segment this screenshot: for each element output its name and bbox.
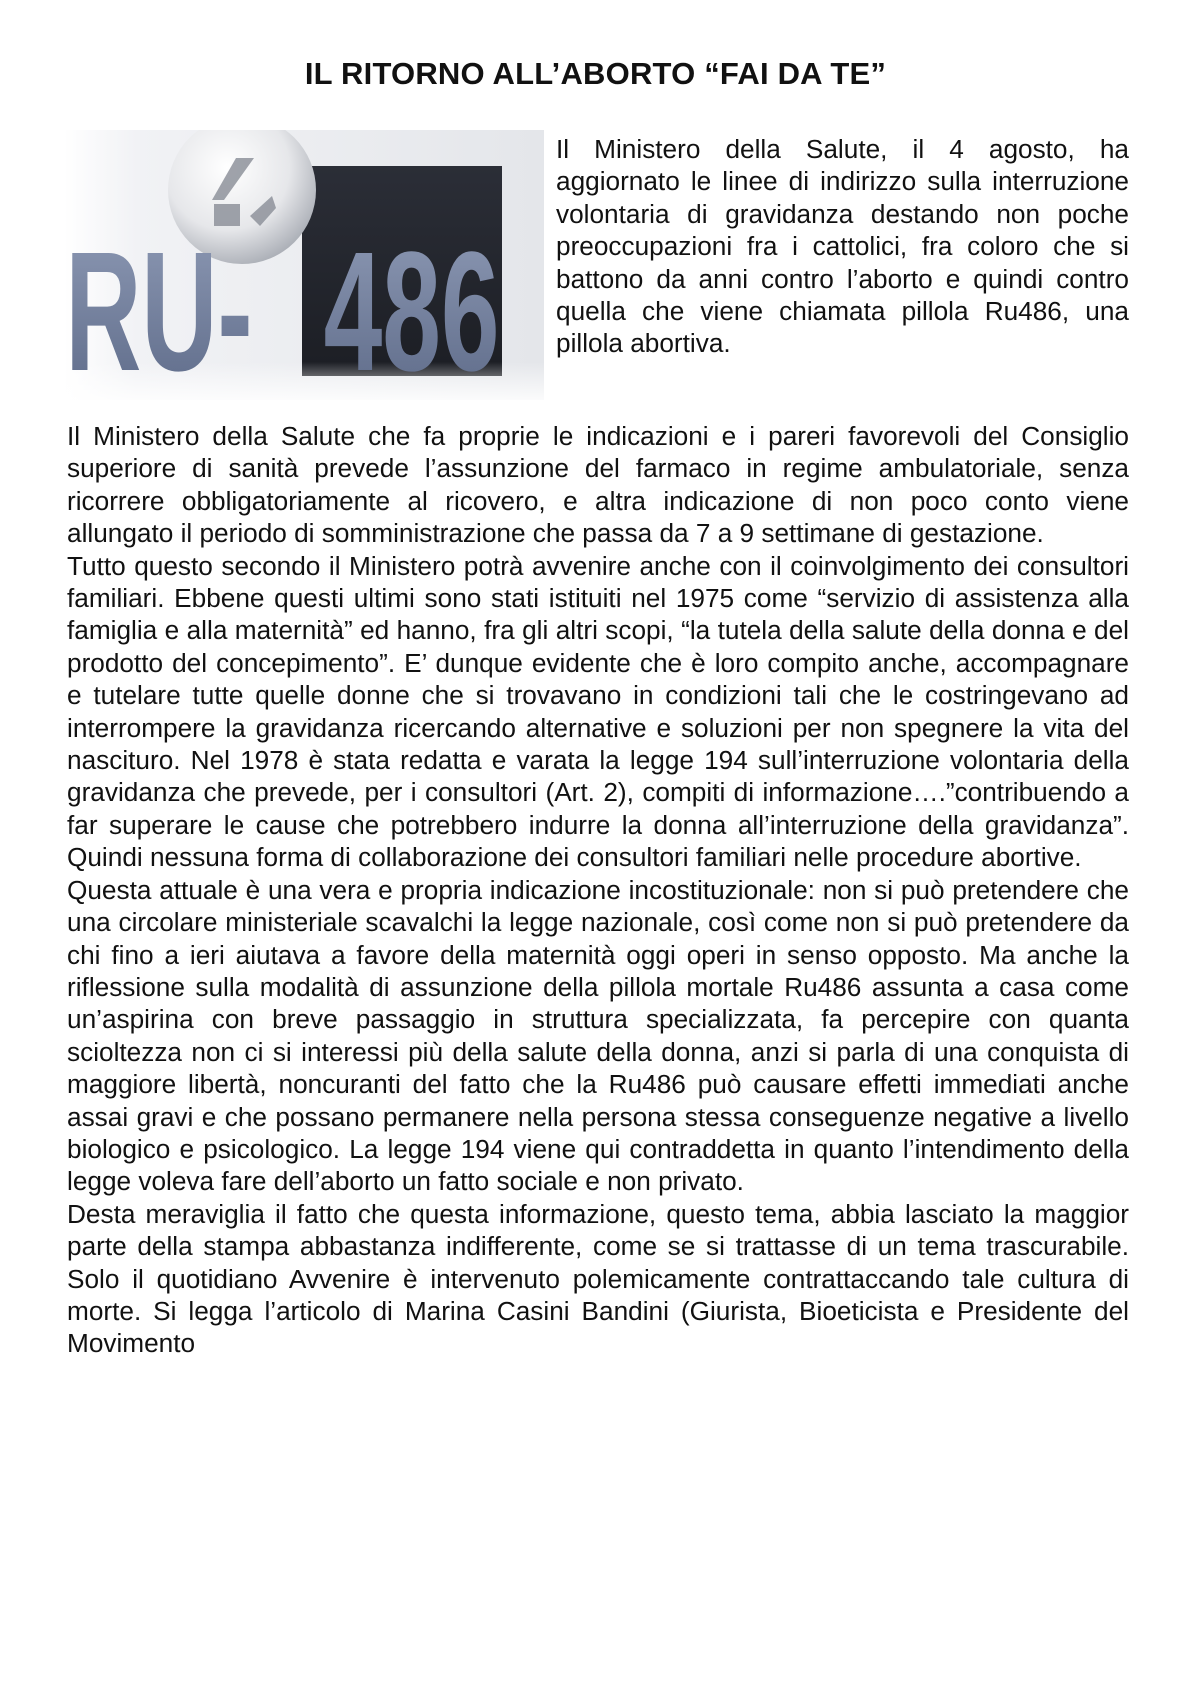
body-paragraph-3: Questa attuale è una vera e propria indicazione incostituzionale: non si può pretendere che una circolare ministeriale scavalchi la legge nazionale, così come non si può pretendere da chi fino a ieri aiutava a favore della maternità oggi operi in senso opposto. Ma anche la riflessione sulla modalità di assunzione della pillola mortale Ru486 assunta a casa come un’aspirina con breve passaggio in struttura specializzata, fa percepire con quanta scioltezza non ci si interessi più della salute della donna, anzi si parla di una conquista di maggiore libertà, noncuranti del fatto che la Ru486 può causare effetti immediati anche assai gravi e che possano permanere nella persona stessa conseguenze negative a livello biologico e psicologico. La legge 194 viene qui contraddetta in quanto l’intendimento della legge voleva fare dell’aborto un fatto sociale e non privato. bbox=[67, 874, 1129, 1197]
article-title: IL RITORNO ALL’ABORTO “FAI DA TE” bbox=[304, 56, 887, 91]
body-paragraph-1: Il Ministero della Salute che fa proprie le indicazioni e i pareri favorevoli del Consiglio superiore di sanità prevede l’assunzione del farmaco in regime ambulatoriale, senza ricorrere obbligatoriamente al ricovero, e altra indicazione di non poco conto viene allungato il periodo di somministrazione che passa da 7 a 9 settimane di gestazione. bbox=[67, 421, 1129, 549]
body-paragraph-4: Desta meraviglia il fatto che questa informazione, questo tema, abbia lasciato la maggior parte della stampa abbastanza indifferente, come se si trattasse di un tema trascurabile. Solo il quotidiano Avvenire è intervenuto polemicamente contrattaccando tale cultura di morte. Si legga l’articolo di Marina Casini Bandini (Giurista, Bioeticista e Presidente del Movimento bbox=[67, 1198, 1129, 1359]
logo-text-left: RU- bbox=[65, 216, 253, 400]
article-body bbox=[67, 420, 1129, 1360]
intro-paragraph: Il Ministero della Salute, il 4 agosto, ha aggiornato le linee di indirizzo sulla interruzione volontaria di gravidanza destando non poche preoccupazioni fra i cattolici, fra coloro che si battono da anni contro l’aborto e quindi contro quella che viene chiamata pillola Ru486, una pillola abortiva. bbox=[556, 134, 1129, 359]
ru486-image bbox=[64, 130, 544, 400]
logo-text-right: 486 bbox=[323, 216, 500, 400]
body-paragraph-2: Tutto questo secondo il Ministero potrà avvenire anche con il coinvolgimento dei consultori familiari. Ebbene questi ultimi sono stati istituiti nel 1975 come “servizio di assistenza alla famiglia e alla maternità” ed hanno, fra gli altri scopi, “la tutela della salute della donna e del prodotto del concepimento”. E’ dunque evidente che è loro compito anche, accompagnare e tutelare tutte quelle donne che si trovavano in condizioni tali che le costringevano ad interrompere la gravidanza ricercando alternative e soluzioni per non spegnere la vita del nascituro. Nel 1978 è stata redatta e varata la legge 194 sull’interruzione volontaria della gravidanza che prevede, per i consultori (Art. 2), compiti di informazione….”contribuendo a far superare le cause che potrebbero indurre la donna all’interruzione della gravidanza”. Quindi nessuna forma di collaborazione dei consultori familiari nelle procedure abortive. bbox=[67, 550, 1129, 873]
ru486-logo bbox=[64, 130, 544, 400]
